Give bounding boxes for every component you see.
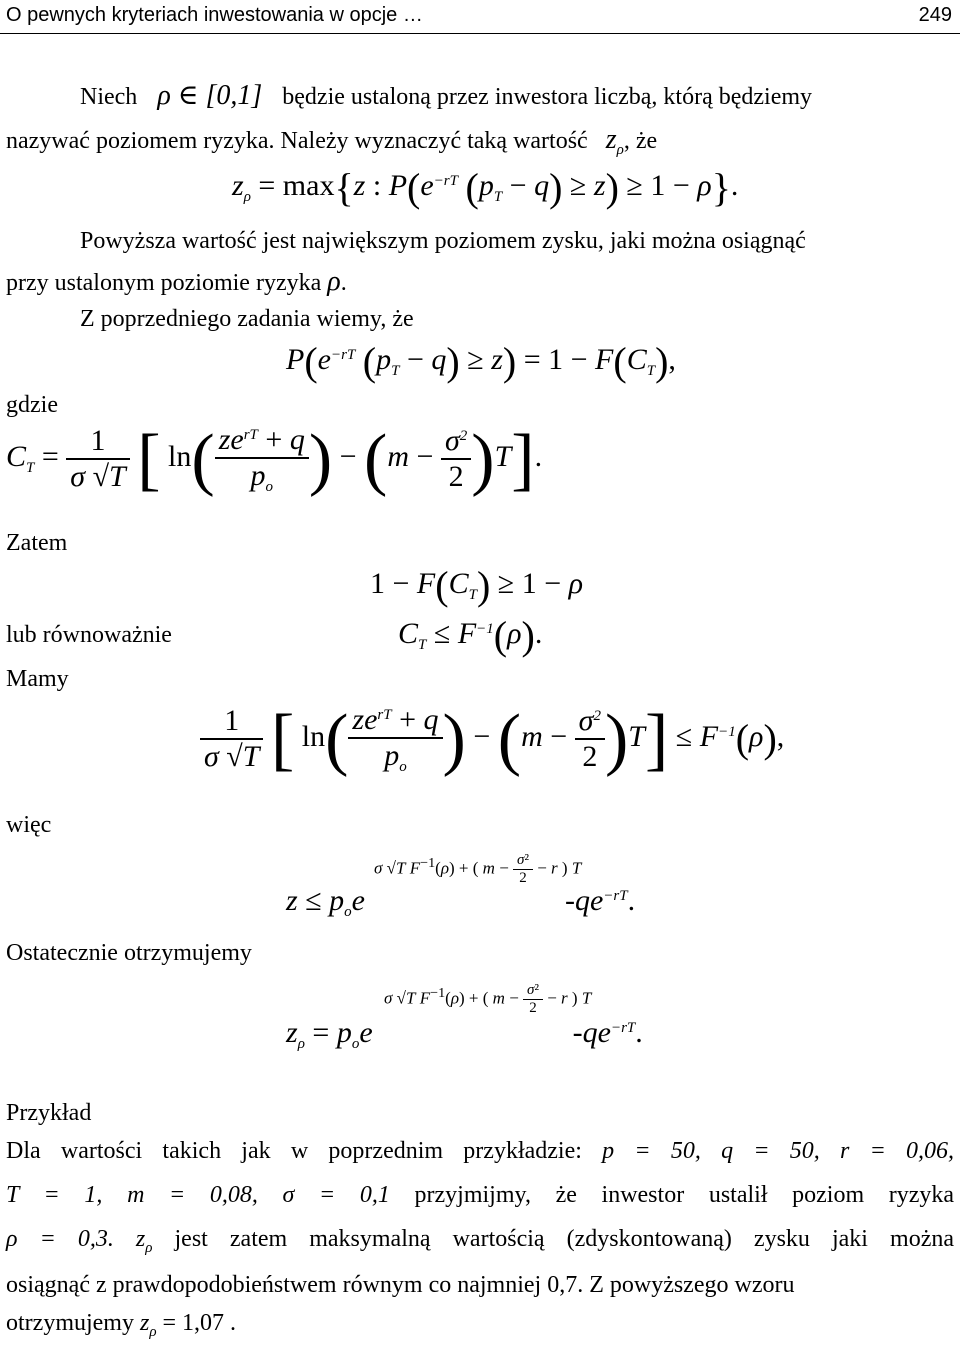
label-ostatecznie: Ostatecznie otrzymujemy: [6, 940, 252, 966]
example-line-1: Dla wartości takich jak w poprzednim przykładzie: p = 50, q = 50, r = 0,06,: [6, 1138, 955, 1164]
paragraph-line: Niech ρ ∈ [0,1] będzie ustaloną przez inwestora liczbą, którą będziemy: [80, 80, 813, 111]
example-heading: Przykład: [6, 1100, 92, 1126]
example-line-4: osiągnąć z prawdopodobieństwem równym co najmniej 0,7. Z powyższego wzoru: [6, 1272, 795, 1298]
label-mamy: Mamy: [6, 666, 69, 692]
equation-z-bound: $z \le p_oe$ $-qe^{-rT}$.: [286, 884, 636, 920]
exponent-2: σ √T $F^{-1}(\rho)$ + ( m − $\frac{\text{σ²}}{2}$ − r ) T: [384, 982, 592, 1016]
exponent-1: σ √T $F^{-1}(\rho)$ + ( m − $\frac{\text{σ²}}{2}$ − r ) T: [374, 852, 582, 886]
rho-interval: ρ ∈ [0,1]: [157, 80, 263, 111]
running-title: O pewnych kryteriach inwestowania w opcje …: [6, 4, 423, 26]
equation-z-rho-final: $z_\rho = p_oe$ $-qe^{-rT}$.: [286, 1016, 643, 1052]
paragraph-line: nazywać poziomem ryzyka. Należy wyznaczyć taką wartość $z_\rho$, że: [6, 124, 658, 158]
equation-inequality: $1 - F(C_T) \ge 1 - \rho$: [370, 563, 584, 608]
example-line-5: otrzymujemy $z_\rho = 1,07$ .: [6, 1310, 237, 1340]
label-zatem: Zatem: [6, 530, 68, 556]
equation-max: $z_\rho = \max\{z$ : $P(e^{-rT}$ $(p_T - q) \ge z) \ge 1 - \rho$}.: [232, 165, 739, 210]
example-line-2: T = 1, m = 0,08, σ = 0,1 przyjmijmy, że inwestor ustalił poziom ryzyka: [6, 1182, 955, 1208]
equation-ct: $C_T$ = $\frac{1}{\sigma √T}$ [ ln( $\frac{ze^{rT} + q}{p_o}$ ) − (m − $\frac{\sigma^2}{2}$ )T].: [6, 421, 543, 498]
equation-main-inequality: $\frac{1}{\sigma √T}$ [ ln( $\frac{ze^{rT} + q}{p_o}$ ) − (m − $\frac{\sigma^2}{2}$ )$T] \le F^{-1}(\rho)$,: [200, 700, 784, 780]
example-line-3: ρ = 0,3. $z_\rho$ jest zatem maksymalną wartością (zdyskontowaną) zysku jaki można: [6, 1226, 955, 1256]
equation-ct-bound: $C_T \le F^{-1}(\rho)$.: [398, 613, 543, 658]
running-header: [0, 0, 960, 34]
label-wiec: więc: [6, 812, 52, 838]
paragraph-line: Powyższa wartość jest największym poziomem zysku, jaki można osiągnąć: [80, 228, 806, 254]
page-number: 249: [918, 4, 952, 26]
paragraph-line: Z poprzedniego zadania wiemy, że: [80, 306, 414, 332]
equation-probability: $P(e^{-rT}$ $(p_T - q) \ge z) = 1 - F(C_T)$,: [286, 339, 676, 384]
label-gdzie: gdzie: [6, 392, 58, 418]
paragraph-line: przy ustalonym poziomie ryzyka ρ.: [6, 266, 347, 297]
label-lub: lub równoważnie: [6, 622, 172, 648]
